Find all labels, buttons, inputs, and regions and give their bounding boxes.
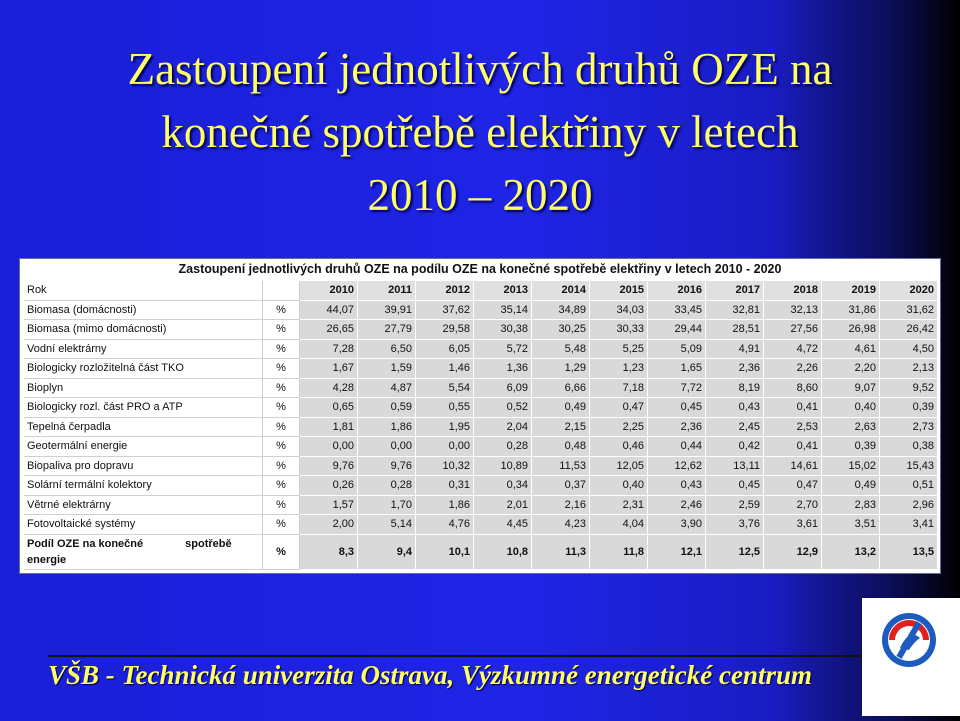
total-name-line-1 xyxy=(27,536,259,552)
row-value: 2,83 xyxy=(822,495,880,515)
header-year: 2020 xyxy=(880,281,938,300)
row-value: 0,65 xyxy=(300,398,358,418)
total-value: 9,4 xyxy=(358,534,416,569)
row-value: 3,90 xyxy=(648,515,706,535)
row-value: 2,31 xyxy=(590,495,648,515)
row-value: 2,36 xyxy=(706,359,764,379)
row-value: 7,18 xyxy=(590,378,648,398)
row-value: 34,03 xyxy=(590,300,648,320)
row-value: 26,65 xyxy=(300,320,358,340)
row-value: 35,14 xyxy=(474,300,532,320)
oze-table xyxy=(24,281,938,570)
header-unit xyxy=(263,281,300,300)
row-value: 0,41 xyxy=(764,437,822,457)
header-year: 2015 xyxy=(590,281,648,300)
table-row xyxy=(24,320,938,340)
row-value: 2,63 xyxy=(822,417,880,437)
row-value: 6,05 xyxy=(416,339,474,359)
row-value: 15,43 xyxy=(880,456,938,476)
row-value: 6,50 xyxy=(358,339,416,359)
row-value: 8,60 xyxy=(764,378,822,398)
oze-table-image xyxy=(19,258,941,574)
row-value: 0,48 xyxy=(532,437,590,457)
row-name: Biomasa (mimo domácnosti) xyxy=(24,320,263,340)
row-value: 4,91 xyxy=(706,339,764,359)
row-value: 2,01 xyxy=(474,495,532,515)
header-year: 2016 xyxy=(648,281,706,300)
row-value: 0,44 xyxy=(648,437,706,457)
row-unit: % xyxy=(263,398,300,418)
row-value: 0,38 xyxy=(880,437,938,457)
row-name: Geotermální energie xyxy=(24,437,263,457)
header-year: 2019 xyxy=(822,281,880,300)
row-value: 11,53 xyxy=(532,456,590,476)
row-value: 5,25 xyxy=(590,339,648,359)
row-value: 33,45 xyxy=(648,300,706,320)
total-value: 10,1 xyxy=(416,534,474,569)
row-value: 0,55 xyxy=(416,398,474,418)
row-value: 10,32 xyxy=(416,456,474,476)
row-value: 2,36 xyxy=(648,417,706,437)
slide-title xyxy=(0,38,960,227)
slide-title-line-2: konečné spotřebě elektřiny v letech xyxy=(161,107,799,157)
total-value: 11,3 xyxy=(532,534,590,569)
row-value: 3,51 xyxy=(822,515,880,535)
table-row xyxy=(24,515,938,535)
row-value: 5,72 xyxy=(474,339,532,359)
row-name: Fotovoltaické systémy xyxy=(24,515,263,535)
total-value: 13,5 xyxy=(880,534,938,569)
row-unit: % xyxy=(263,417,300,437)
row-value: 4,72 xyxy=(764,339,822,359)
row-value: 4,28 xyxy=(300,378,358,398)
row-value: 15,02 xyxy=(822,456,880,476)
slide-title-line-1: Zastoupení jednotlivých druhů OZE na xyxy=(127,44,833,94)
row-value: 0,47 xyxy=(590,398,648,418)
row-value: 6,66 xyxy=(532,378,590,398)
row-value: 0,43 xyxy=(648,476,706,496)
header-year: 2017 xyxy=(706,281,764,300)
table-row xyxy=(24,398,938,418)
total-unit: % xyxy=(263,534,300,569)
row-value: 2,70 xyxy=(764,495,822,515)
row-value: 32,81 xyxy=(706,300,764,320)
total-value: 12,9 xyxy=(764,534,822,569)
row-value: 2,15 xyxy=(532,417,590,437)
row-value: 9,07 xyxy=(822,378,880,398)
row-value: 0,34 xyxy=(474,476,532,496)
row-value: 2,73 xyxy=(880,417,938,437)
header-year: 2012 xyxy=(416,281,474,300)
row-value: 2,45 xyxy=(706,417,764,437)
row-value: 2,13 xyxy=(880,359,938,379)
row-value: 0,26 xyxy=(300,476,358,496)
row-value: 4,76 xyxy=(416,515,474,535)
table-row xyxy=(24,300,938,320)
row-value: 37,62 xyxy=(416,300,474,320)
row-value: 31,62 xyxy=(880,300,938,320)
row-value: 1,65 xyxy=(648,359,706,379)
row-value: 27,79 xyxy=(358,320,416,340)
row-value: 0,37 xyxy=(532,476,590,496)
row-value: 0,28 xyxy=(474,437,532,457)
row-value: 2,04 xyxy=(474,417,532,437)
table-row xyxy=(24,417,938,437)
row-value: 27,56 xyxy=(764,320,822,340)
row-value: 0,42 xyxy=(706,437,764,457)
row-value: 12,62 xyxy=(648,456,706,476)
table-row xyxy=(24,339,938,359)
row-value: 3,41 xyxy=(880,515,938,535)
total-value: 12,1 xyxy=(648,534,706,569)
row-value: 8,19 xyxy=(706,378,764,398)
row-value: 0,40 xyxy=(590,476,648,496)
row-value: 1,57 xyxy=(300,495,358,515)
row-value: 13,11 xyxy=(706,456,764,476)
logo-area xyxy=(862,598,960,716)
row-name: Vodní elektrárny xyxy=(24,339,263,359)
row-value: 0,00 xyxy=(416,437,474,457)
row-value: 34,89 xyxy=(532,300,590,320)
row-value: 4,50 xyxy=(880,339,938,359)
row-value: 3,61 xyxy=(764,515,822,535)
row-value: 4,87 xyxy=(358,378,416,398)
row-value: 2,25 xyxy=(590,417,648,437)
table-row xyxy=(24,495,938,515)
row-name: Tepelná čerpadla xyxy=(24,417,263,437)
total-value: 11,8 xyxy=(590,534,648,569)
row-value: 3,76 xyxy=(706,515,764,535)
row-value: 5,54 xyxy=(416,378,474,398)
table-body xyxy=(24,281,938,569)
row-name: Biologicky rozl. část PRO a ATP xyxy=(24,398,263,418)
total-name xyxy=(24,534,263,569)
row-value: 1,23 xyxy=(590,359,648,379)
row-name: Větrné elektrárny xyxy=(24,495,263,515)
row-value: 1,86 xyxy=(416,495,474,515)
row-value: 0,46 xyxy=(590,437,648,457)
header-year: 2011 xyxy=(358,281,416,300)
table-header-row xyxy=(24,281,938,300)
header-year: 2018 xyxy=(764,281,822,300)
row-value: 26,42 xyxy=(880,320,938,340)
row-value: 0,51 xyxy=(880,476,938,496)
slide-title-line-3: 2010 – 2020 xyxy=(367,170,593,220)
row-value: 0,45 xyxy=(648,398,706,418)
row-value: 1,59 xyxy=(358,359,416,379)
row-value: 0,00 xyxy=(358,437,416,457)
row-value: 32,13 xyxy=(764,300,822,320)
row-value: 5,48 xyxy=(532,339,590,359)
total-value: 12,5 xyxy=(706,534,764,569)
total-name-word: spotřebě xyxy=(185,537,232,550)
row-unit: % xyxy=(263,300,300,320)
total-name-line-2: energie xyxy=(27,553,67,566)
vsb-logo-icon xyxy=(862,598,960,716)
row-value: 6,09 xyxy=(474,378,532,398)
row-value: 1,70 xyxy=(358,495,416,515)
total-value: 10,8 xyxy=(474,534,532,569)
row-value: 0,47 xyxy=(764,476,822,496)
row-unit: % xyxy=(263,339,300,359)
row-value: 2,26 xyxy=(764,359,822,379)
row-value: 0,40 xyxy=(822,398,880,418)
row-value: 39,91 xyxy=(358,300,416,320)
row-value: 30,38 xyxy=(474,320,532,340)
row-name: Biomasa (domácnosti) xyxy=(24,300,263,320)
row-value: 0,31 xyxy=(416,476,474,496)
table-row xyxy=(24,456,938,476)
table-title: Zastoupení jednotlivých druhů OZE na podílu OZE na konečné spotřebě elektřiny v letech 2010 - 2020 xyxy=(178,262,782,276)
row-name: Bioplyn xyxy=(24,378,263,398)
row-value: 0,41 xyxy=(764,398,822,418)
row-value: 29,44 xyxy=(648,320,706,340)
row-unit: % xyxy=(263,437,300,457)
header-year: 2010 xyxy=(300,281,358,300)
row-value: 1,95 xyxy=(416,417,474,437)
row-value: 2,16 xyxy=(532,495,590,515)
row-value: 0,59 xyxy=(358,398,416,418)
row-value: 0,39 xyxy=(822,437,880,457)
row-unit: % xyxy=(263,456,300,476)
total-name-part: Podíl OZE na konečné xyxy=(27,537,144,550)
row-value: 1,86 xyxy=(358,417,416,437)
row-value: 7,28 xyxy=(300,339,358,359)
row-value: 9,76 xyxy=(300,456,358,476)
row-value: 2,96 xyxy=(880,495,938,515)
row-value: 2,59 xyxy=(706,495,764,515)
table-row xyxy=(24,476,938,496)
row-value: 0,43 xyxy=(706,398,764,418)
row-value: 0,39 xyxy=(880,398,938,418)
row-value: 0,49 xyxy=(532,398,590,418)
header-year: 2013 xyxy=(474,281,532,300)
footer-text: VŠB - Technická univerzita Ostrava, Výzkumné energetické centrum xyxy=(48,660,813,690)
row-value: 29,58 xyxy=(416,320,474,340)
row-unit: % xyxy=(263,359,300,379)
row-value: 4,45 xyxy=(474,515,532,535)
row-unit: % xyxy=(263,495,300,515)
row-value: 7,72 xyxy=(648,378,706,398)
row-value: 1,46 xyxy=(416,359,474,379)
row-value: 1,81 xyxy=(300,417,358,437)
table-row xyxy=(24,359,938,379)
row-unit: % xyxy=(263,378,300,398)
row-unit: % xyxy=(263,476,300,496)
row-value: 1,29 xyxy=(532,359,590,379)
row-name: Solární termální kolektory xyxy=(24,476,263,496)
row-value: 0,52 xyxy=(474,398,532,418)
row-value: 4,04 xyxy=(590,515,648,535)
row-value: 30,25 xyxy=(532,320,590,340)
row-value: 5,09 xyxy=(648,339,706,359)
row-value: 9,52 xyxy=(880,378,938,398)
header-year: 2014 xyxy=(532,281,590,300)
row-value: 5,14 xyxy=(358,515,416,535)
row-value: 26,98 xyxy=(822,320,880,340)
row-value: 2,20 xyxy=(822,359,880,379)
row-value: 31,86 xyxy=(822,300,880,320)
row-value: 10,89 xyxy=(474,456,532,476)
row-value: 2,53 xyxy=(764,417,822,437)
row-unit: % xyxy=(263,320,300,340)
total-value: 13,2 xyxy=(822,534,880,569)
row-value: 14,61 xyxy=(764,456,822,476)
row-value: 0,00 xyxy=(300,437,358,457)
row-value: 44,07 xyxy=(300,300,358,320)
row-value: 1,36 xyxy=(474,359,532,379)
footer-divider xyxy=(48,655,883,657)
row-value: 2,00 xyxy=(300,515,358,535)
row-value: 0,28 xyxy=(358,476,416,496)
header-year-label: Rok xyxy=(24,281,263,300)
table-total-row xyxy=(24,534,938,569)
row-value: 0,49 xyxy=(822,476,880,496)
row-name: Biopaliva pro dopravu xyxy=(24,456,263,476)
row-unit: % xyxy=(263,515,300,535)
row-value: 4,23 xyxy=(532,515,590,535)
row-value: 1,67 xyxy=(300,359,358,379)
row-value: 4,61 xyxy=(822,339,880,359)
row-value: 0,45 xyxy=(706,476,764,496)
table-row xyxy=(24,437,938,457)
total-value: 8,3 xyxy=(300,534,358,569)
table-row xyxy=(24,378,938,398)
row-value: 30,33 xyxy=(590,320,648,340)
row-value: 9,76 xyxy=(358,456,416,476)
row-name: Biologicky rozložitelná část TKO xyxy=(24,359,263,379)
row-value: 12,05 xyxy=(590,456,648,476)
row-value: 2,46 xyxy=(648,495,706,515)
row-value: 28,51 xyxy=(706,320,764,340)
